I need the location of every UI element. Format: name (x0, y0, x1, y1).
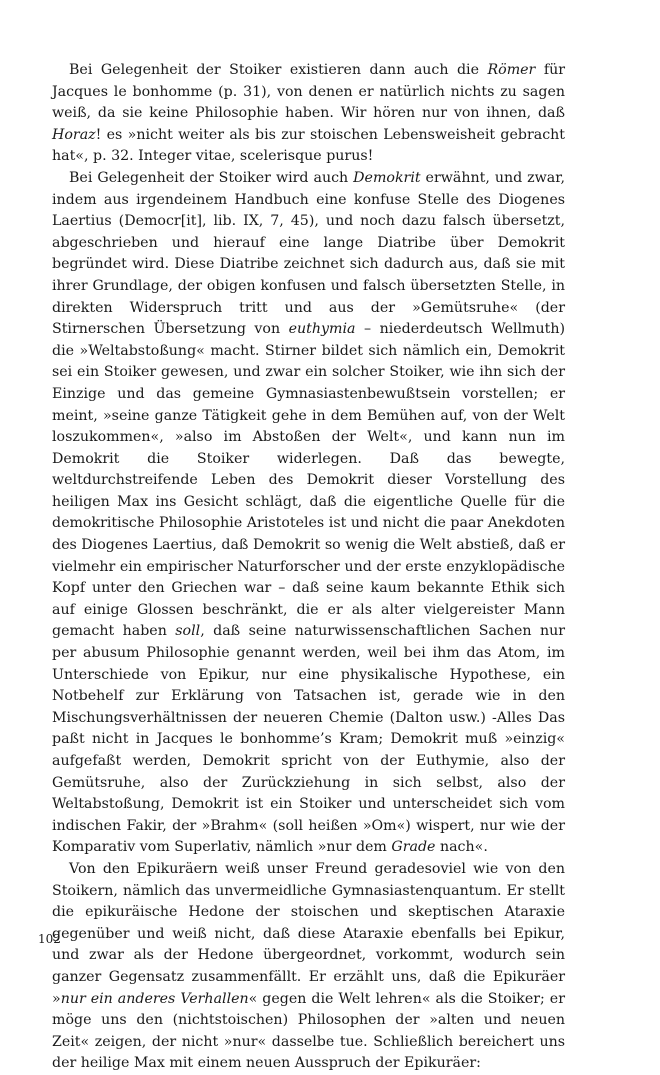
run: nach«. (435, 839, 488, 856)
run: – niederdeutsch Wellmuth) die »Weltabstoßung« macht. Stirner bildet sich nämlich ein, Demokrit sei ein Stoiker gewesen, und zwar ein solcher Stoiker, wie ihn sich der Einzige und das gemeine Gymnasiastenbewußtsein vorstellen; er meint, »seine ganze Tätigkeit gehe in dem Bemühen auf, von der Welt loszukommen«, »also im Abstoßen der Welt«, und kann nun im Demokrit die Stoiker widerlegen. Daß das bewegte, weltdurchstreifende Leben des Demokrit dieser Vorstellung des heiligen Max ins Gesicht schlägt, daß die eigentliche Quelle für die demokritische Philosophie Aristoteles ist und nicht die paar Anekdoten des Diogenes Laertius, daß Demokrit so wenig die Welt abstieß, daß er vielmehr ein empirischer Naturforscher und der erste enzyklopädische Kopf unter den Griechen war – daß seine kaum bekannte Ethik sich auf einige Glossen beschränkt, die er als alter vielgereister Mann gemacht haben (52, 321, 566, 640)
run: Bei Gelegenheit der Stoiker wird auch (69, 169, 354, 186)
page-number: 102 (38, 932, 61, 946)
emphasis: nur ein anderes Verhallen (60, 990, 249, 1007)
emphasis: Römer (487, 62, 536, 78)
run: erwähnt, und zwar, indem aus irgendeinem Handbuch eine konfuse Stelle des Diogenes Laertius (Democr[it], lib. IX, 7, 45), und noch dazu falsch übersetzt, abgeschrieben und hierauf eine lange Diatribe über Demokrit begründet wird. Diese Diatribe zeichnet sich dadurch aus, daß sie mit ihrer Grundlage, der obigen konfusen und falsch übersetzten Stelle, in direkten Widerspruch tritt und aus der »Gemütsruhe« (der Stirnerschen Übersetzung von (52, 169, 565, 338)
run: ! es »nicht weiter als bis zur stoischen Lebensweisheit gebracht hat«, p. 32. Integer vitae, scelerisque purus! (52, 126, 565, 165)
paragraph-2 (52, 168, 565, 859)
emphasis: Horaz (52, 126, 96, 143)
run: , daß seine naturwissenschaftlichen Sachen nur per abusum Philosophie genannt werden, weil bei ihm das Atom, im Unterschiede von Epikur, nur eine physikalische Hypothese, ein Notbehelf zur Erklärung von Tatsachen ist, gerade wie in den Mischungsverhältnissen der neueren Chemie (Dalton usw.) -Alles Das paßt nicht in Jacques le bonhomme’s Kram; Demokrit muß »einzig« aufgefaßt werden, Demokrit spricht von der Euthymie, also der Gemütsruhe, also der Zurückziehung in sich selbst, also der Weltabstoßung, Demokrit ist ein Stoiker und unterscheidet sich vom indischen Fakir, der »Brahm« (soll heißen »Om«) wispert, nur wie der Komparativ vom Superlativ, nämlich »nur dem (52, 623, 565, 856)
paragraph-3 (52, 859, 565, 1075)
emphasis: soll (175, 623, 201, 640)
page-body (52, 60, 565, 1075)
emphasis: euthymia (288, 321, 356, 338)
emphasis: Demokrit (353, 169, 421, 186)
paragraph-1 (52, 60, 565, 168)
run: « gegen die Welt lehren« als die Stoiker; er möge uns den (nichtstoischen) Philosophen der »alten und neuen Zeit« zeigen, der nicht »nur« dasselbe tue. Schließlich bereichert uns der heilige Max mit einem neuen Ausspruch der Epikuräer: (52, 990, 565, 1072)
emphasis: Grade (391, 839, 436, 856)
run: für Jacques le bonhomme (p. 31), von denen er natürlich nichts zu sagen weiß, da sie keine Philosophie haben. Wir hören nur von ihnen, daß (52, 62, 565, 122)
run: Von den Epikuräern weiß unser Freund geradesoviel wie von den Stoikern, nämlich das unvermeidliche Gymnasiastenquantum. Er stellt die epikuräische Hedone der stoischen und skeptischen Ataraxie gegenüber und weiß nicht, daß diese Ataraxie ebenfalls bei Epikur, und zwar als der Hedone übergeordnet, vorkommt, wodurch sein ganzer Gegensatz zusammenfällt. Er erzählt uns, daß die Epikuräer » (52, 860, 565, 1007)
run: Bei Gelegenheit der Stoiker existieren dann auch die (69, 62, 488, 78)
